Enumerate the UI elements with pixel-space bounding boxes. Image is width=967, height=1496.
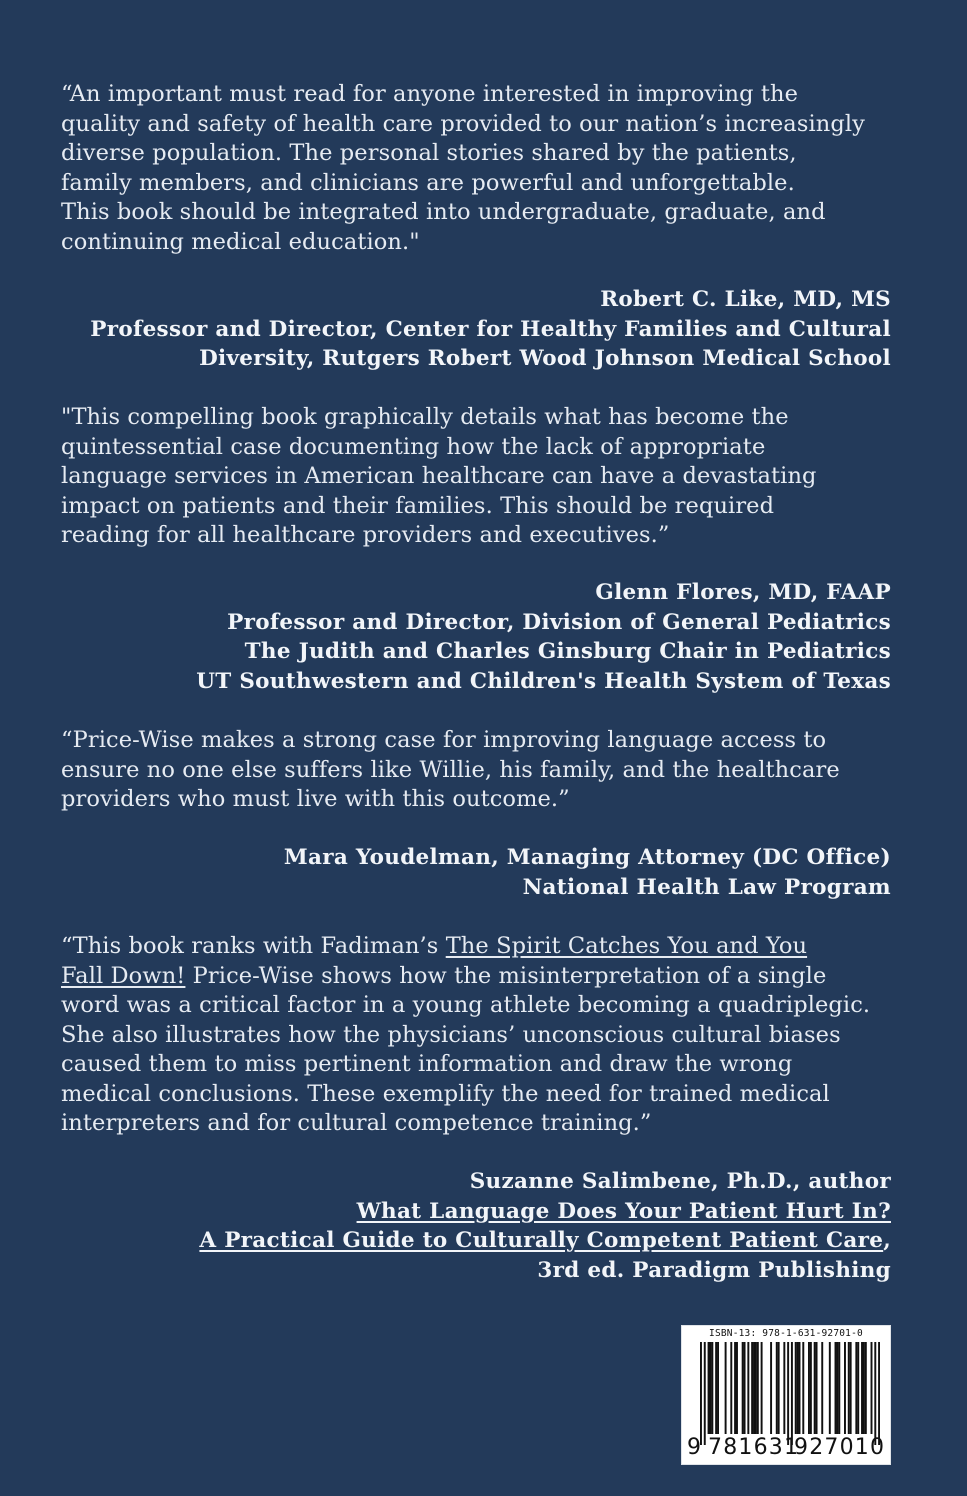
barcode-bar — [810, 1342, 812, 1434]
barcode-bar — [861, 1342, 863, 1434]
attribution-punct: , — [883, 1228, 891, 1253]
barcode-bar — [848, 1342, 850, 1434]
quote-line: interpreters and for cultural competence training.” — [61, 1110, 652, 1136]
attribution-line: 3rd ed. Paradigm Publishing — [537, 1257, 891, 1283]
quote-line: continuing medical education." — [61, 228, 420, 255]
barcode-bar — [835, 1342, 837, 1434]
quote-line: medical conclusions. These exemplify the need for trained medical — [61, 1080, 830, 1107]
barcode-lead-digit: 9 — [687, 1435, 701, 1460]
quote-line — [61, 962, 891, 992]
attribution-line: Mara Youdelman, Managing Attorney (DC Office) — [283, 845, 891, 870]
quote-text: “This book ranks with Fadiman’s — [61, 933, 446, 959]
barcode-bar — [783, 1342, 785, 1434]
quote-line: "This compelling book graphically details what has become the — [61, 404, 789, 430]
barcode-bar — [734, 1342, 736, 1434]
barcode-bar — [776, 1342, 778, 1434]
barcode-bar — [717, 1342, 719, 1434]
isbn-barcode — [681, 1325, 891, 1465]
book-title-spirit-catches: The Spirit Catches You and You — [445, 933, 808, 959]
barcode-bar — [844, 1342, 846, 1434]
quote-line: reading for all healthcare providers and executives.” — [61, 522, 670, 548]
quote-line: This book should be integrated into undergraduate, graduate, and — [61, 199, 826, 225]
review-attribution-3 — [31, 843, 891, 902]
barcode-bar — [725, 1342, 727, 1434]
attribution-line: National Health Law Program — [522, 874, 891, 900]
quote-line: family members, and clinicians are powerful and unforgettable. — [61, 169, 795, 196]
quote-line: ensure no one else suffers like Willie, his family, and the healthcare — [61, 756, 840, 783]
barcode-guard-bar — [787, 1342, 789, 1445]
quote-line: caused them to miss pertinent information and draw the wrong — [61, 1051, 793, 1077]
review-quote-3 — [61, 726, 891, 815]
barcode-bar — [802, 1342, 804, 1434]
barcode-guard-bar — [874, 1342, 876, 1445]
review-quote-1 — [61, 80, 891, 257]
attribution-book-title-1: What Language Does Your Patient Hurt In? — [356, 1198, 891, 1224]
barcode-guard-bar — [878, 1342, 880, 1445]
attribution-line — [31, 1226, 891, 1256]
barcode-bar — [871, 1342, 873, 1434]
barcode-bar — [711, 1342, 713, 1434]
barcode-bar — [863, 1342, 865, 1434]
barcode-bar — [808, 1342, 810, 1434]
quote-text: Price-Wise shows how the misinterpretation of a single — [185, 962, 827, 989]
isbn-label: ISBN-13: 978-1-631-92701-0 — [709, 1328, 863, 1339]
review-attribution-4 — [31, 1167, 891, 1285]
barcode-bar — [855, 1342, 857, 1434]
quote-line: “Price-Wise makes a strong case for improving language access to — [61, 727, 827, 753]
barcode-digit-group-2: 927010 — [794, 1435, 886, 1460]
barcode-guard-bar — [704, 1342, 706, 1445]
quote-line: quintessential case documenting how the lack of appropriate — [61, 433, 766, 460]
barcode-bar — [751, 1342, 753, 1434]
quote-line: She also illustrates how the physicians’ unconscious cultural biases — [61, 1021, 841, 1048]
barcode-bar — [753, 1342, 755, 1434]
barcode-bar — [755, 1342, 757, 1434]
barcode-bar — [797, 1342, 799, 1434]
barcode-bar — [742, 1342, 744, 1434]
barcode-bar — [857, 1342, 859, 1434]
quote-line: “An important must read for anyone interested in improving the — [61, 81, 799, 107]
barcode-guard-bar — [791, 1342, 793, 1445]
barcode-bar — [816, 1342, 818, 1434]
barcode-bar — [744, 1342, 746, 1434]
quote-line: language services in American healthcare can have a devastating — [61, 463, 817, 489]
review-attribution-2 — [31, 578, 891, 696]
quote-line: quality and safety of health care provided to our nation’s increasingly — [61, 110, 865, 137]
barcode-bar — [757, 1342, 759, 1434]
attribution-line: Robert C. Like, MD, MS — [600, 287, 891, 312]
quote-line: diverse population. The personal stories shared by the patients, — [61, 140, 797, 166]
review-quote-2 — [61, 403, 891, 551]
barcode-bar — [761, 1342, 763, 1434]
barcode-bar — [778, 1342, 780, 1434]
barcode-bar — [838, 1342, 840, 1434]
barcode-bar — [821, 1342, 823, 1434]
barcode-bar — [730, 1342, 732, 1434]
quote-line: word was a critical factor in a young athlete becoming a quadriplegic. — [61, 992, 871, 1018]
attribution-line: UT Southwestern and Children's Health System of Texas — [196, 668, 891, 694]
attribution-line: Professor and Director, Center for Healthy Families and Cultural — [90, 316, 891, 342]
quote-line — [61, 932, 891, 962]
barcode-guard-bar — [700, 1342, 702, 1445]
barcode-bar — [747, 1342, 749, 1434]
review-attribution-1 — [31, 285, 891, 374]
attribution-line: Suzanne Salimbene, Ph.D., author — [469, 1169, 891, 1194]
review-quote-4 — [61, 932, 891, 1139]
barcode-bar — [709, 1342, 711, 1434]
attribution-line: Professor and Director, Division of General Pediatrics — [227, 609, 891, 635]
barcode-bar — [795, 1342, 797, 1434]
barcode-bar — [814, 1342, 816, 1434]
barcode-bar — [736, 1342, 738, 1434]
attribution-line: Diversity, Rutgers Robert Wood Johnson Medical School — [199, 346, 891, 371]
quote-line: impact on patients and their families. This should be required — [61, 492, 775, 519]
attribution-line: The Judith and Charles Ginsburg Chair in Pediatrics — [244, 639, 891, 664]
barcode-bar — [799, 1342, 801, 1434]
barcode-digit-group-1: 781631 — [708, 1435, 800, 1460]
barcode-bar — [865, 1342, 867, 1434]
barcode-bars — [700, 1342, 880, 1445]
quote-line: providers who must live with this outcome.” — [61, 786, 570, 812]
book-title-spirit-catches-cont: Fall Down! — [61, 962, 186, 989]
barcode-bar — [829, 1342, 831, 1434]
barcode-bar — [836, 1342, 838, 1434]
barcode-bar — [715, 1342, 717, 1434]
barcode-bar — [770, 1342, 772, 1434]
barcode-bar — [708, 1342, 710, 1434]
attribution-book-title-2: A Practical Guide to Culturally Competent Patient Care — [199, 1228, 884, 1253]
attribution-line: Glenn Flores, MD, FAAP — [595, 580, 891, 605]
barcode-bar — [850, 1342, 852, 1434]
